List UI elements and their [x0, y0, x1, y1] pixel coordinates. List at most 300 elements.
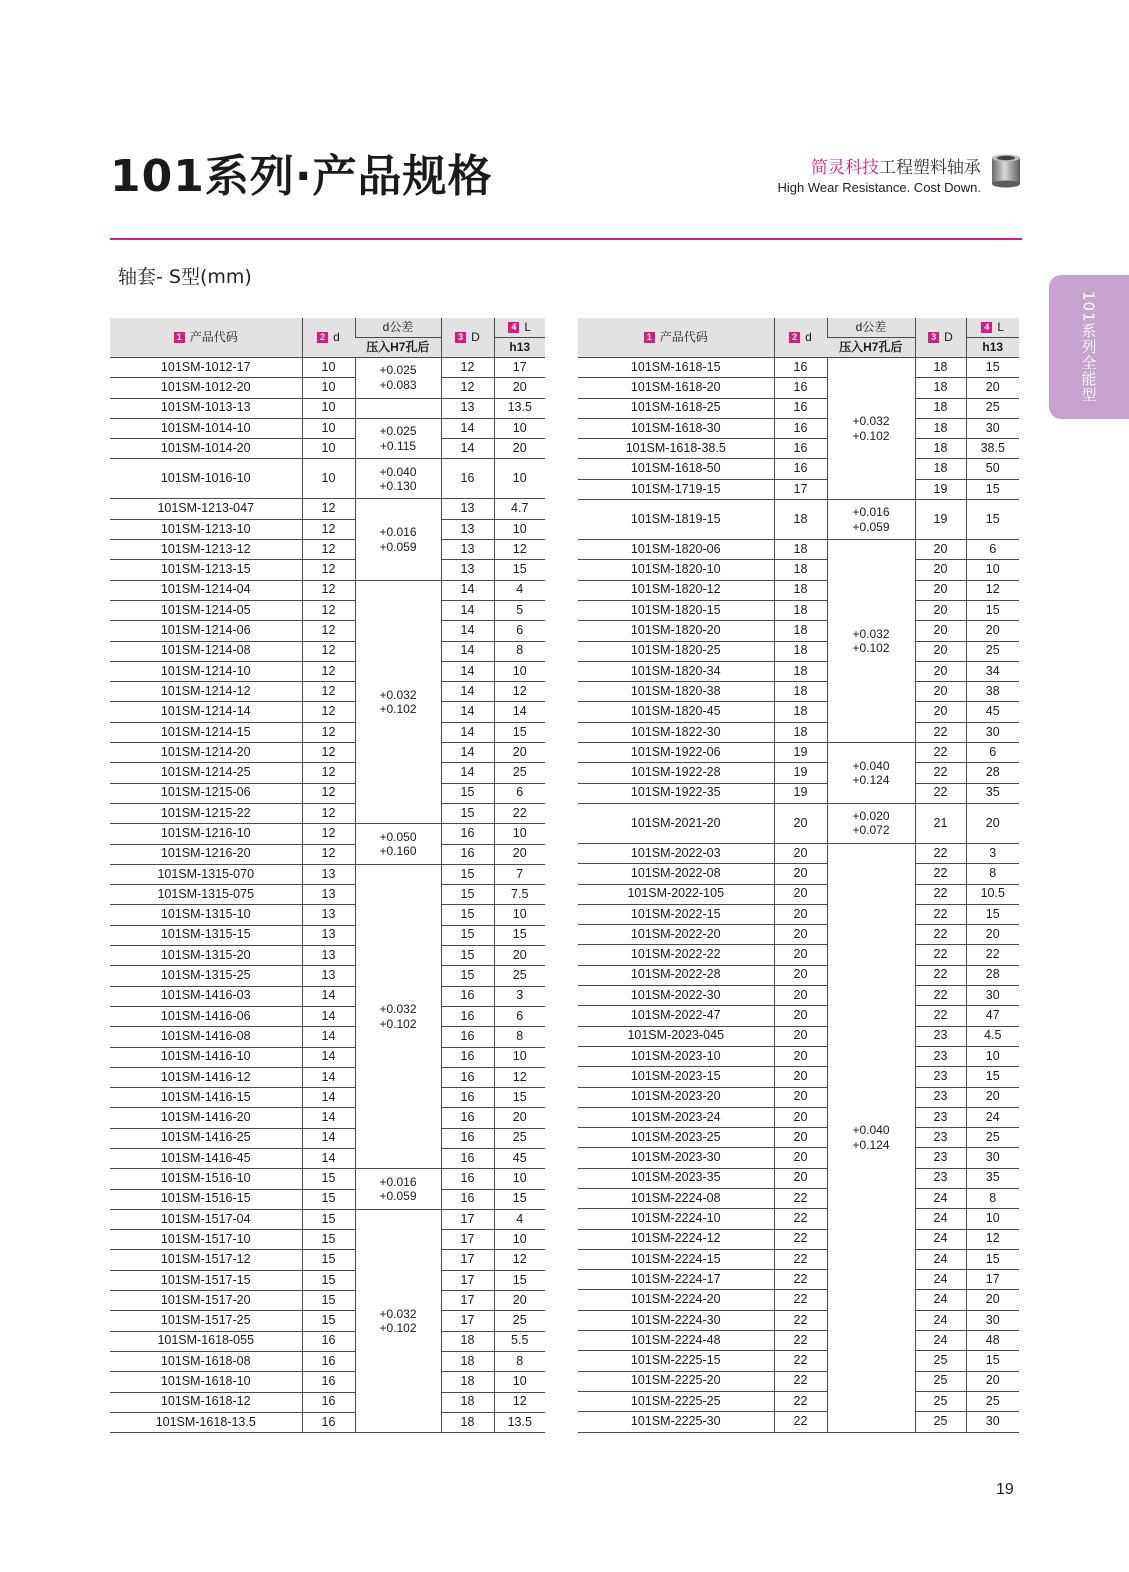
table-row [110, 864, 545, 884]
product-code-cell: 101SM-1416-45 [110, 1148, 302, 1168]
d-cell: 12 [302, 661, 355, 681]
tolerance-lower: +0.072 [852, 823, 890, 838]
table-row [110, 1250, 545, 1270]
D-cell: 16 [441, 986, 494, 1006]
spec-table-left [110, 318, 545, 1433]
d-cell: 12 [302, 702, 355, 722]
d-cell: 14 [302, 1148, 355, 1168]
d-cell: 20 [774, 945, 827, 965]
L-cell: 48 [966, 1331, 1019, 1351]
D-cell: 15 [441, 925, 494, 945]
d-cell: 12 [302, 499, 355, 519]
tolerance-cell [355, 499, 441, 580]
D-cell: 15 [441, 864, 494, 884]
D-cell: 25 [915, 1371, 966, 1391]
d-cell: 14 [302, 1067, 355, 1087]
d-cell: 16 [774, 459, 827, 479]
D-cell: 24 [915, 1249, 966, 1269]
badge-2: 2 [317, 332, 328, 343]
L-cell: 4 [494, 580, 545, 600]
D-cell: 24 [915, 1229, 966, 1249]
product-code-cell: 101SM-1213-15 [110, 560, 302, 580]
L-cell: 15 [966, 358, 1019, 378]
D-cell: 20 [915, 600, 966, 620]
D-cell: 23 [915, 1046, 966, 1066]
d-cell: 22 [774, 1188, 827, 1208]
table-row [578, 479, 1019, 499]
d-cell: 15 [302, 1209, 355, 1229]
header-D: 3 D [441, 318, 494, 358]
tolerance-upper: +0.016 [379, 525, 417, 540]
L-cell: 20 [966, 1290, 1019, 1310]
L-cell: 20 [494, 743, 545, 763]
tolerance-lower: +0.160 [379, 844, 417, 859]
D-cell: 20 [915, 702, 966, 722]
badge-4: 4 [508, 322, 519, 333]
L-cell: 35 [966, 1168, 1019, 1188]
table-row [110, 1006, 545, 1026]
tolerance-cell [355, 1169, 441, 1210]
D-cell: 20 [915, 560, 966, 580]
product-code-cell: 101SM-1820-06 [578, 540, 774, 560]
d-cell: 22 [774, 1310, 827, 1330]
product-code-cell: 101SM-1315-20 [110, 946, 302, 966]
product-code-cell: 101SM-1820-25 [578, 641, 774, 661]
header-L: 4 L [494, 318, 545, 338]
L-cell: 13.5 [494, 1412, 545, 1432]
d-cell: 20 [774, 803, 827, 843]
table-row [110, 1169, 545, 1189]
L-cell: 7 [494, 864, 545, 884]
badge-3: 3 [455, 332, 466, 343]
d-cell: 18 [774, 682, 827, 702]
tolerance-lower: +0.102 [852, 428, 890, 443]
brand-highlight: 简灵科技 [811, 158, 879, 178]
table-row [578, 1331, 1019, 1351]
product-code-cell: 101SM-1618-08 [110, 1351, 302, 1371]
tolerance-lower: +0.059 [379, 1189, 417, 1204]
L-cell: 30 [966, 418, 1019, 438]
D-cell: 18 [915, 418, 966, 438]
D-cell: 18 [441, 1392, 494, 1412]
product-code-cell: 101SM-2225-30 [578, 1412, 774, 1432]
tolerance-cell [827, 358, 915, 500]
D-cell: 18 [441, 1331, 494, 1351]
d-cell: 15 [302, 1311, 355, 1331]
L-cell: 6 [494, 1006, 545, 1026]
D-cell: 12 [441, 378, 494, 398]
L-cell: 20 [494, 1108, 545, 1128]
product-code-cell: 101SM-1012-20 [110, 378, 302, 398]
table-row [578, 621, 1019, 641]
D-cell: 13 [441, 499, 494, 519]
product-code-cell: 101SM-1618-50 [578, 459, 774, 479]
product-code-cell: 101SM-2023-30 [578, 1148, 774, 1168]
product-code-cell: 101SM-1820-10 [578, 560, 774, 580]
tolerance-cell [827, 540, 915, 743]
L-cell: 8 [494, 641, 545, 661]
table-row [110, 358, 545, 378]
table-row [578, 904, 1019, 924]
d-cell: 18 [774, 560, 827, 580]
D-cell: 25 [915, 1412, 966, 1432]
d-cell: 22 [774, 1391, 827, 1411]
d-cell: 20 [774, 1148, 827, 1168]
product-code-cell: 101SM-1517-20 [110, 1291, 302, 1311]
d-cell: 20 [774, 1026, 827, 1046]
tolerance-cell [827, 743, 915, 804]
table-row [110, 418, 545, 438]
brand-block [777, 153, 981, 195]
D-cell: 24 [915, 1188, 966, 1208]
table-row [110, 1311, 545, 1331]
d-cell: 15 [302, 1291, 355, 1311]
header-tolerance-sub: 压入H7孔后 [355, 338, 441, 358]
product-code-cell: 101SM-1618-30 [578, 418, 774, 438]
d-cell: 16 [774, 418, 827, 438]
L-cell: 7.5 [494, 885, 545, 905]
product-code-cell: 101SM-1215-22 [110, 803, 302, 823]
product-code-cell: 101SM-1214-10 [110, 661, 302, 681]
table-row [578, 1087, 1019, 1107]
product-code-cell: 101SM-1922-28 [578, 763, 774, 783]
L-cell: 25 [966, 1391, 1019, 1411]
d-cell: 19 [774, 763, 827, 783]
table-row [578, 763, 1019, 783]
D-cell: 17 [441, 1270, 494, 1290]
d-cell: 20 [774, 884, 827, 904]
table-row [578, 1026, 1019, 1046]
D-cell: 22 [915, 945, 966, 965]
table-row [110, 1351, 545, 1371]
table-row [578, 945, 1019, 965]
L-cell: 12 [494, 1250, 545, 1270]
table-row [578, 1128, 1019, 1148]
badge-3: 3 [928, 332, 939, 343]
badge-1: 1 [174, 332, 185, 343]
L-cell: 45 [966, 702, 1019, 722]
D-cell: 22 [915, 904, 966, 924]
d-cell: 22 [774, 1412, 827, 1432]
product-code-cell: 101SM-1516-15 [110, 1189, 302, 1209]
tolerance-lower: +0.059 [379, 539, 417, 554]
d-cell: 22 [774, 1270, 827, 1290]
tolerance-upper: +0.040 [852, 1123, 890, 1138]
D-cell: 20 [915, 661, 966, 681]
L-cell: 45 [494, 1148, 545, 1168]
table-row [578, 925, 1019, 945]
d-cell: 13 [302, 925, 355, 945]
d-cell: 14 [302, 1006, 355, 1026]
d-cell: 12 [302, 824, 355, 844]
table-row [110, 398, 545, 418]
d-cell: 20 [774, 904, 827, 924]
table-row [578, 843, 1019, 863]
table-row [110, 1331, 545, 1351]
d-cell: 22 [774, 1371, 827, 1391]
D-cell: 23 [915, 1026, 966, 1046]
product-code-cell: 101SM-1214-05 [110, 600, 302, 620]
d-cell: 20 [774, 1168, 827, 1188]
D-cell: 12 [441, 358, 494, 378]
table-row [110, 783, 545, 803]
table-row [578, 1270, 1019, 1290]
d-cell: 20 [774, 1006, 827, 1026]
D-cell: 20 [915, 682, 966, 702]
D-cell: 16 [441, 1006, 494, 1026]
d-cell: 18 [774, 702, 827, 722]
table-row [578, 864, 1019, 884]
L-cell: 25 [966, 1128, 1019, 1148]
table-row [110, 803, 545, 823]
table-row [110, 682, 545, 702]
product-code-cell: 101SM-1216-10 [110, 824, 302, 844]
product-code-cell: 101SM-1618-12 [110, 1392, 302, 1412]
product-code-cell: 101SM-2224-08 [578, 1188, 774, 1208]
D-cell: 18 [441, 1412, 494, 1432]
product-code-cell: 101SM-1618-20 [578, 378, 774, 398]
D-cell: 16 [441, 1027, 494, 1047]
header-L-sub: h13 [966, 338, 1019, 358]
D-cell: 14 [441, 722, 494, 742]
D-cell: 23 [915, 1087, 966, 1107]
d-cell: 12 [302, 743, 355, 763]
product-code-cell: 101SM-2022-22 [578, 945, 774, 965]
D-cell: 15 [441, 803, 494, 823]
table-row [578, 722, 1019, 742]
d-cell: 13 [302, 946, 355, 966]
header-divider [110, 238, 1022, 240]
D-cell: 13 [441, 540, 494, 560]
table-row [110, 824, 545, 844]
D-cell: 14 [441, 682, 494, 702]
D-cell: 15 [441, 946, 494, 966]
D-cell: 22 [915, 864, 966, 884]
D-cell: 25 [915, 1351, 966, 1371]
D-cell: 16 [441, 1047, 494, 1067]
table-row [578, 398, 1019, 418]
d-cell: 12 [302, 844, 355, 864]
d-cell: 13 [302, 864, 355, 884]
D-cell: 14 [441, 661, 494, 681]
product-code-cell: 101SM-2023-25 [578, 1128, 774, 1148]
L-cell: 10 [494, 418, 545, 438]
d-cell: 14 [302, 1128, 355, 1148]
d-cell: 12 [302, 580, 355, 600]
L-cell: 20 [966, 621, 1019, 641]
d-cell: 16 [302, 1392, 355, 1412]
product-code-cell: 101SM-1820-20 [578, 621, 774, 641]
product-code-cell: 101SM-1012-17 [110, 358, 302, 378]
D-cell: 22 [915, 1006, 966, 1026]
product-code-cell: 101SM-1214-08 [110, 641, 302, 661]
table-row [110, 1067, 545, 1087]
product-code-cell: 101SM-1517-12 [110, 1250, 302, 1270]
product-code-cell: 101SM-1618-25 [578, 398, 774, 418]
L-cell: 6 [966, 743, 1019, 763]
L-cell: 25 [494, 763, 545, 783]
d-cell: 12 [302, 682, 355, 702]
d-cell: 10 [302, 418, 355, 438]
spec-table-right [578, 318, 1019, 1433]
L-cell: 10.5 [966, 884, 1019, 904]
product-code-cell: 101SM-1416-15 [110, 1088, 302, 1108]
table-row [578, 459, 1019, 479]
product-code-cell: 101SM-2022-20 [578, 925, 774, 945]
d-cell: 22 [774, 1351, 827, 1371]
d-cell: 15 [302, 1270, 355, 1290]
L-cell: 38.5 [966, 439, 1019, 459]
table-row [578, 986, 1019, 1006]
tolerance-lower: +0.115 [379, 438, 417, 453]
product-code-cell: 101SM-1416-12 [110, 1067, 302, 1087]
L-cell: 25 [966, 641, 1019, 661]
L-cell: 20 [966, 1087, 1019, 1107]
table-row [578, 641, 1019, 661]
table-row [578, 884, 1019, 904]
tolerance-cell [355, 580, 441, 824]
header-d: 2 d [302, 318, 355, 358]
L-cell: 15 [494, 1189, 545, 1209]
L-cell: 25 [494, 1128, 545, 1148]
D-cell: 17 [441, 1250, 494, 1270]
table-row [578, 965, 1019, 985]
header-tolerance: d公差 [827, 318, 915, 338]
tolerance-lower: +0.102 [379, 1321, 417, 1335]
d-cell: 18 [774, 500, 827, 540]
tolerance-upper: +0.032 [852, 626, 890, 641]
badge-1: 1 [644, 332, 655, 343]
section-subtitle: 轴套- S型(mm) [118, 266, 252, 288]
L-cell: 30 [966, 1310, 1019, 1330]
L-cell: 15 [494, 560, 545, 580]
D-cell: 23 [915, 1067, 966, 1087]
product-code-cell: 101SM-1618-38.5 [578, 439, 774, 459]
L-cell: 10 [966, 560, 1019, 580]
product-code-cell: 101SM-2224-20 [578, 1290, 774, 1310]
side-tab-label: 101系列全能型 [1079, 291, 1098, 403]
product-code-cell: 101SM-1416-10 [110, 1047, 302, 1067]
d-cell: 20 [774, 986, 827, 1006]
product-code-cell: 101SM-1215-06 [110, 783, 302, 803]
tolerance-lower: +0.124 [852, 1137, 890, 1152]
L-cell: 50 [966, 459, 1019, 479]
D-cell: 13 [441, 398, 494, 418]
header-d: 2 d [774, 318, 827, 358]
tolerance-upper: +0.025 [379, 424, 417, 439]
product-code-cell: 101SM-1822-30 [578, 722, 774, 742]
table-row [110, 519, 545, 539]
product-code-cell: 101SM-1213-12 [110, 540, 302, 560]
header-L: 4 L [966, 318, 1019, 338]
L-cell: 6 [494, 783, 545, 803]
L-cell: 15 [966, 1351, 1019, 1371]
d-cell: 12 [302, 600, 355, 620]
tolerance-upper: +0.040 [852, 758, 890, 773]
d-cell: 18 [774, 722, 827, 742]
d-cell: 10 [302, 358, 355, 378]
D-cell: 23 [915, 1107, 966, 1127]
table-row [578, 1310, 1019, 1330]
product-code-cell: 101SM-1315-075 [110, 885, 302, 905]
D-cell: 14 [441, 600, 494, 620]
D-cell: 15 [441, 966, 494, 986]
L-cell: 8 [494, 1027, 545, 1047]
D-cell: 20 [915, 540, 966, 560]
L-cell: 25 [494, 966, 545, 986]
D-cell: 16 [441, 1169, 494, 1189]
L-cell: 8 [966, 864, 1019, 884]
d-cell: 22 [774, 1209, 827, 1229]
table-row [578, 743, 1019, 763]
L-cell: 6 [966, 540, 1019, 560]
d-cell: 14 [302, 1088, 355, 1108]
table-row [110, 743, 545, 763]
product-code-cell: 101SM-1315-10 [110, 905, 302, 925]
d-cell: 15 [302, 1230, 355, 1250]
product-code-cell: 101SM-2023-24 [578, 1107, 774, 1127]
D-cell: 14 [441, 641, 494, 661]
d-cell: 10 [302, 439, 355, 459]
D-cell: 18 [915, 459, 966, 479]
tolerance-cell [827, 500, 915, 540]
d-cell: 16 [302, 1372, 355, 1392]
L-cell: 4.5 [966, 1026, 1019, 1046]
L-cell: 15 [494, 1270, 545, 1290]
table-row [110, 722, 545, 742]
product-code-cell: 101SM-1618-055 [110, 1331, 302, 1351]
table-row [110, 1189, 545, 1209]
D-cell: 14 [441, 439, 494, 459]
L-cell: 8 [966, 1188, 1019, 1208]
D-cell: 19 [915, 500, 966, 540]
D-cell: 18 [441, 1351, 494, 1371]
tolerance-upper: +0.016 [852, 505, 890, 520]
product-code-cell: 101SM-1618-15 [578, 358, 774, 378]
d-cell: 16 [774, 398, 827, 418]
D-cell: 22 [915, 783, 966, 803]
table-row [110, 1372, 545, 1392]
d-cell: 13 [302, 905, 355, 925]
L-cell: 38 [966, 682, 1019, 702]
D-cell: 22 [915, 743, 966, 763]
table-row [110, 621, 545, 641]
table-row [578, 682, 1019, 702]
D-cell: 14 [441, 743, 494, 763]
table-row [578, 1006, 1019, 1026]
table-row [110, 1108, 545, 1128]
product-code-cell: 101SM-2224-10 [578, 1209, 774, 1229]
table-row [110, 661, 545, 681]
L-cell: 4.7 [494, 499, 545, 519]
L-cell: 15 [494, 925, 545, 945]
L-cell: 15 [966, 500, 1019, 540]
d-cell: 20 [774, 1128, 827, 1148]
product-code-cell: 101SM-1820-45 [578, 702, 774, 722]
L-cell: 10 [494, 661, 545, 681]
product-code-cell: 101SM-2225-25 [578, 1391, 774, 1411]
D-cell: 18 [915, 378, 966, 398]
product-code-cell: 101SM-1819-15 [578, 500, 774, 540]
L-cell: 12 [966, 1229, 1019, 1249]
tolerance-cell [827, 843, 915, 1432]
product-code-cell: 101SM-1315-070 [110, 864, 302, 884]
L-cell: 10 [966, 1209, 1019, 1229]
table-row [578, 1148, 1019, 1168]
table-row [578, 1249, 1019, 1269]
L-cell: 47 [966, 1006, 1019, 1026]
d-cell: 12 [302, 803, 355, 823]
